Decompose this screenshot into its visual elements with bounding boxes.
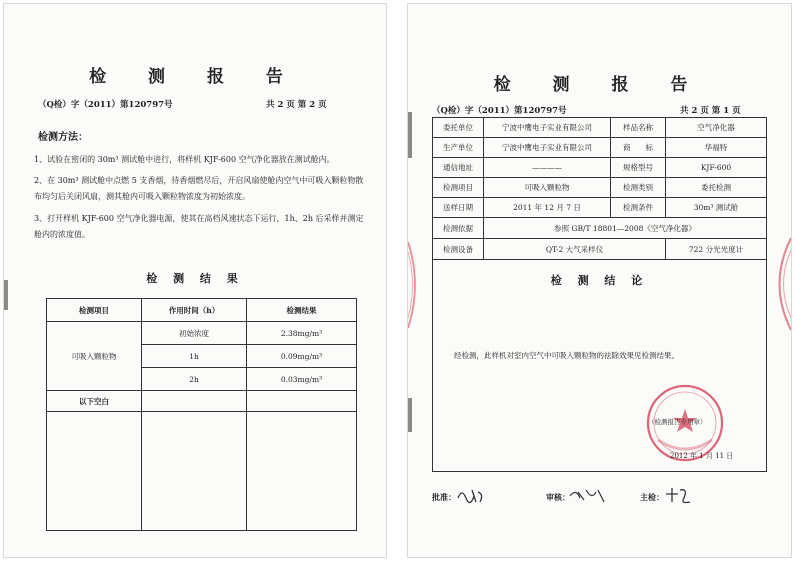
method-heading: 检测方法： — [38, 132, 88, 143]
method-step-3: 3、打开样机 KJF-600 空气净化器电源，使其在高档风速状态下运行，1h、2h 后采样并测定舱内的浓度值。 — [34, 214, 364, 239]
value-cell: 委托检测 — [666, 178, 767, 198]
table-row — [433, 118, 767, 138]
results-title: 检 测 结 果 — [146, 272, 244, 285]
left-edge-seal-icon — [408, 240, 422, 330]
page-2-report-number: （Q检）字（2011）第120797号 — [38, 100, 173, 110]
approve-label: 批准： — [432, 492, 456, 502]
empty-cell — [47, 412, 142, 531]
page-1-title: 检 测 报 告 — [493, 75, 706, 95]
table-row — [433, 158, 767, 178]
report-page-2 — [4, 4, 386, 557]
value-cell: 宁波中鹰电子实业有限公司 — [484, 138, 611, 158]
conclusion-text: 经检测，此样机对室内空气中可吸入颗粒物的祛除效果见检测结果。 — [454, 351, 679, 360]
value-cell: 可吸入颗粒物 — [484, 178, 611, 198]
binding-edge-mark — [408, 112, 412, 158]
label-cell: 检测类别 — [611, 178, 666, 198]
equipment-value-1: QT-2 大气采样仪 — [484, 239, 666, 260]
label-cell: 检测条件 — [611, 198, 666, 218]
label-cell: 样品名称 — [611, 118, 666, 138]
method-step-1: 1、试验在密闭的 30m³ 测试舱中进行，将样机 KJF-600 空气净化器放在测试舱内。 — [34, 155, 335, 164]
results-header-row — [47, 299, 357, 322]
label-cell: 规格型号 — [611, 158, 666, 178]
empty-cell — [247, 391, 357, 412]
value-cell: 0.03mg/m³ — [247, 368, 357, 391]
report-page-1 — [408, 4, 791, 557]
value-cell: 宁波中鹰电子实业有限公司 — [484, 118, 611, 138]
value-cell: KJF-600 — [666, 158, 767, 178]
empty-cell — [142, 391, 247, 412]
label-cell: 商 标 — [611, 138, 666, 158]
tester-signature-icon — [664, 486, 694, 506]
table-row — [47, 322, 357, 345]
report-date: 2012 年 1 月 11 日 — [670, 452, 734, 460]
table-row — [433, 239, 767, 260]
value-cell: 2.38mg/m³ — [247, 322, 357, 345]
time-cell: 初始浓度 — [142, 322, 247, 345]
table-row — [433, 138, 767, 158]
info-table — [432, 117, 767, 300]
binding-edge-mark — [408, 398, 412, 432]
equipment-value-2: 722 分光光度计 — [666, 239, 767, 260]
page-2-title: 检 测 报 告 — [89, 67, 301, 87]
header-time: 作用时间（h） — [142, 299, 247, 322]
table-row — [47, 412, 357, 531]
seal-caption: （检测报告专用章） — [648, 418, 707, 426]
method-step-2: 2、在 30m³ 测试舱中点燃 5 支香烟，待香烟燃尽后，开启风扇使舱内空气中可吸入颗粒物散布均匀后关闭风扇，测其舱内可吸入颗粒物浓度为初始浓度。 — [34, 176, 364, 201]
conclusion-title: 检 测 结 论 — [550, 274, 649, 287]
value-cell: 华福特 — [666, 138, 767, 158]
page-2-page-info: 共 2 页 第 2 页 — [266, 100, 327, 110]
time-cell: 2h — [142, 368, 247, 391]
page-1-report-number: （Q检）字（2011）第120797号 — [432, 106, 567, 116]
empty-cell — [247, 412, 357, 531]
main-tester-label: 主检： — [640, 492, 664, 502]
value-cell: ———— — [484, 158, 611, 178]
page-1-page-info: 共 2 页 第 1 页 — [680, 106, 741, 116]
basis-value: 参照 GB/T 18801—2008《空气净化器》 — [484, 218, 767, 239]
results-item-cell: 可吸入颗粒物 — [47, 322, 142, 391]
label-cell: 生产单位 — [433, 138, 484, 158]
value-cell: 2011 年 12 月 7 日 — [484, 198, 611, 218]
equipment-label: 检测设备 — [433, 239, 484, 260]
label-cell: 送样日期 — [433, 198, 484, 218]
table-row — [433, 178, 767, 198]
value-cell: 30m³ 测试舱 — [666, 198, 767, 218]
results-table — [46, 298, 357, 531]
header-test-item: 检测项目 — [47, 299, 142, 322]
table-row — [47, 391, 357, 412]
binding-edge-mark — [4, 280, 8, 310]
time-cell: 1h — [142, 345, 247, 368]
label-cell: 检测项目 — [433, 178, 484, 198]
table-row — [433, 198, 767, 218]
label-cell: 通信地址 — [433, 158, 484, 178]
reviewer-signature-icon — [568, 486, 608, 506]
value-cell: 0.09mg/m³ — [247, 345, 357, 368]
right-edge-seal-icon — [768, 236, 791, 332]
approver-signature-icon — [456, 486, 486, 506]
empty-cell — [142, 412, 247, 531]
blank-note-cell: 以下空白 — [47, 391, 142, 412]
header-result: 检测结果 — [247, 299, 357, 322]
label-cell: 委托单位 — [433, 118, 484, 138]
table-row — [433, 218, 767, 239]
value-cell: 空气净化器 — [666, 118, 767, 138]
review-label: 审核： — [546, 492, 570, 502]
basis-label: 检测依据 — [433, 218, 484, 239]
